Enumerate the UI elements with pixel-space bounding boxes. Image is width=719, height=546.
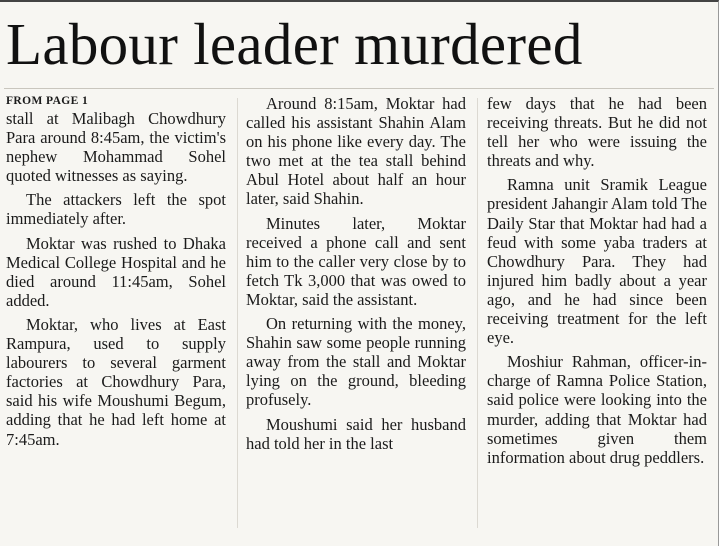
paragraph: few days that he had been receiving threats. But he did not tell her who were issuing the threats and why. bbox=[487, 94, 707, 171]
paragraph: Around 8:15am, Moktar had called his assistant Shahin Alam on his phone like every day. The two met at the tea stall behind Abul Hotel about half an hour later, said Shahin. bbox=[246, 94, 466, 209]
column-2 bbox=[246, 94, 466, 458]
paragraph: Moushumi said her husband had told her in the last bbox=[246, 414, 466, 453]
column-1 bbox=[6, 94, 226, 454]
paragraph: Moktar was rushed to Dhaka Medical College Hospital and he died around 11:45am, Sohel added. bbox=[6, 233, 226, 310]
continuation-kicker: FROM PAGE 1 bbox=[6, 95, 89, 107]
paragraph: Minutes later, Moktar received a phone call and sent him to the caller very close by to fetch Tk 3,000 that was owed to Moktar, said the assistant. bbox=[246, 213, 466, 309]
paragraph: stall at Malibagh Chowdhury Para around 8:45am, the victim's nephew Mohammad Sohel quoted witnesses as saying. bbox=[6, 109, 226, 186]
column-divider bbox=[237, 98, 238, 528]
paragraph: Ramna unit Sramik League president Jahangir Alam told The Daily Star that Moktar had had a feud with some yaba traders at Chowdhury Para. They had injured him badly about a year ago, and he had since been receiving treatment for the left eye. bbox=[487, 175, 707, 348]
headline: Labour leader murdered bbox=[6, 11, 583, 77]
paragraph: Moshiur Rahman, officer-in-charge of Ramna Police Station, said police were looking into the murder, adding that Moktar had sometimes given them information about drug peddlers. bbox=[487, 352, 707, 467]
column-divider bbox=[477, 98, 478, 528]
paragraph: On returning with the money, Shahin saw some people running away from the stall and Moktar lying on the ground, bleeding profusely. bbox=[246, 314, 466, 410]
paragraph: Moktar, who lives at East Rampura, used to supply labourers to several garment factories at Chowdhury Para, said his wife Moushumi Begum, adding that he had left home at 7:45am. bbox=[6, 314, 226, 449]
column-3 bbox=[487, 94, 707, 472]
headline-rule bbox=[4, 88, 714, 89]
paragraph: The attackers left the spot immediately after. bbox=[6, 190, 226, 229]
